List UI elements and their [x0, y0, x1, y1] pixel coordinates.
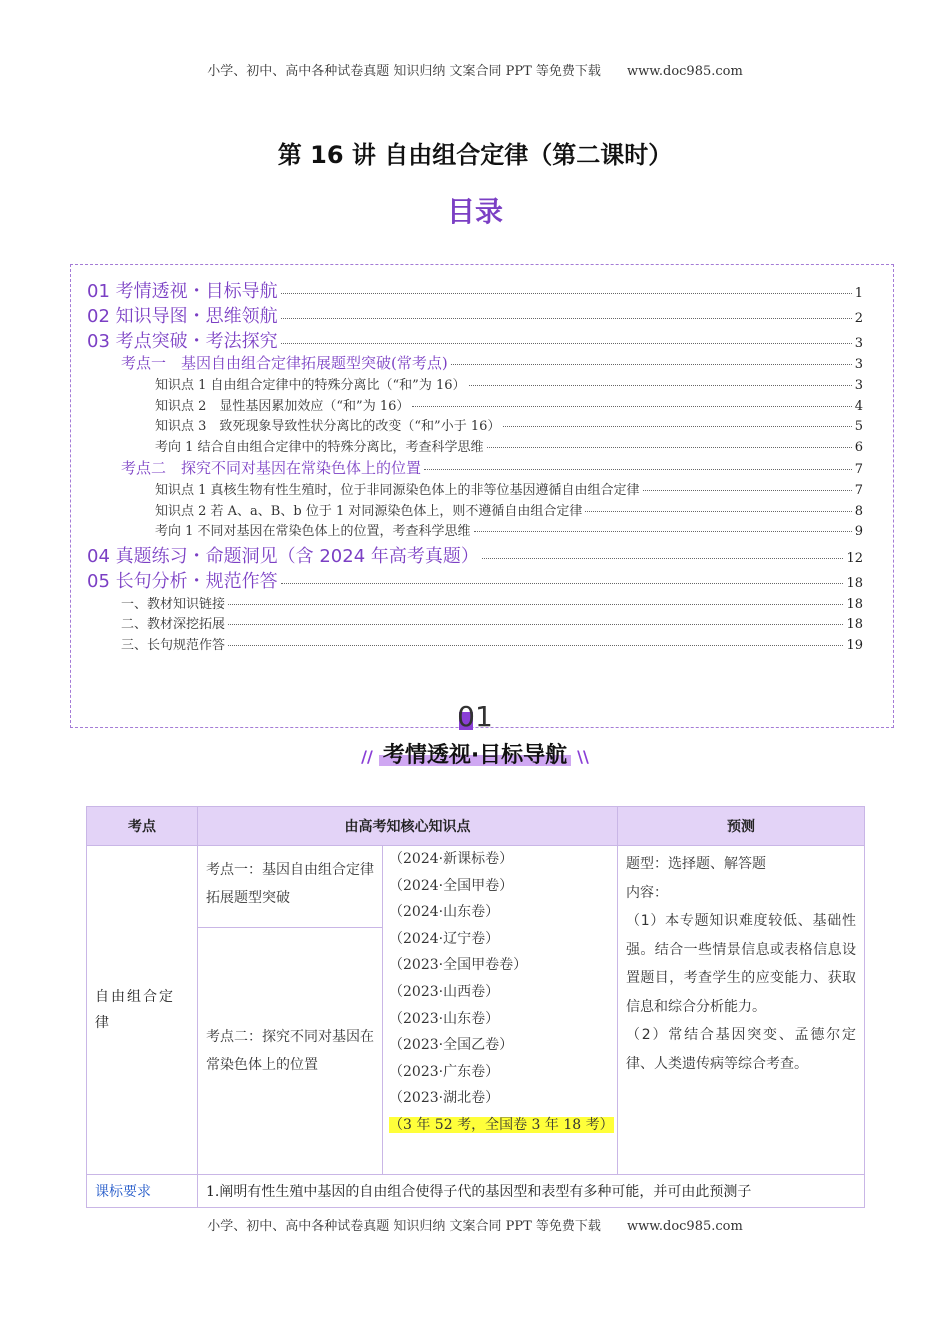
knowledge-point-1: 考点一：基因自由组合定律拓展题型突破 [198, 846, 383, 928]
header-prediction: 预测 [618, 807, 865, 846]
exam-item: （2023·广东卷） [389, 1063, 500, 1080]
toc-entry[interactable]: 知识点 3 致死现象导致性状分离比的改变（“和”小于 16） 5 [155, 419, 863, 434]
footer-url[interactable]: www.doc985.com [627, 1219, 743, 1234]
exam-summary-highlight: （3 年 52 考，全国卷 3 年 18 考） [389, 1116, 614, 1133]
table-header-row [87, 807, 865, 846]
table-row [87, 1175, 865, 1208]
exam-analysis-table [86, 806, 865, 1208]
toc-entry[interactable]: 一、教材知识链接 18 [121, 597, 863, 612]
toc-entry[interactable]: 知识点 2 显性基因累加效应（“和”为 16） 4 [155, 399, 863, 414]
standard-label: 课标要求 [87, 1175, 198, 1208]
exam-item: （2024·辽宁卷） [389, 930, 500, 947]
toc-entry[interactable]: 三、长句规范作答 19 [121, 638, 863, 653]
toc-entry[interactable]: 03 考点突破・考法探究 3 [87, 331, 863, 352]
header-url[interactable]: www.doc985.com [627, 64, 743, 79]
exam-item: （2023·湖北卷） [389, 1090, 500, 1107]
toc-entry[interactable]: 知识点 2 若 A、a、B、b 位于 1 对同源染色体上，则不遵循自由组合定律 8 [155, 504, 863, 519]
toc-entry[interactable]: 考向 1 不同对基因在常染色体上的位置，考查科学思维 9 [155, 524, 863, 539]
header-knowledge: 由高考知核心知识点 [198, 807, 618, 846]
toc-entry[interactable]: 考向 1 结合自由组合定律中的特殊分离比，考查科学思维 6 [155, 440, 863, 455]
section-banner [0, 738, 950, 769]
toc-entry[interactable]: 05 长句分析・规范作答 18 [87, 571, 863, 592]
prediction-cell [618, 846, 865, 1175]
section-number: 01 [457, 700, 493, 733]
page-footer [0, 1215, 950, 1234]
table-of-contents [70, 264, 894, 728]
toc-entry[interactable]: 知识点 1 真核生物有性生殖时，位于非同源染色体上的非等位基因遵循自由组合定律 7 [155, 483, 863, 498]
banner-right-slash: \\ [577, 747, 589, 766]
toc-heading: 目录 [446, 195, 503, 228]
toc-entry[interactable]: 考点一 基因自由组合定律拓展题型突破(常考点) 3 [121, 354, 863, 372]
banner-left-slash: // [361, 747, 373, 766]
exam-item: （2023·山东卷） [389, 1010, 500, 1027]
header-text: 小学、初中、高中各种试卷真题 知识归纳 文案合同 PPT 等免费下载 [207, 64, 601, 79]
exam-item: （2023·山西卷） [389, 983, 500, 1000]
toc-entry[interactable]: 知识点 1 自由组合定律中的特殊分离比（“和”为 16） 3 [155, 378, 863, 393]
toc-entry[interactable]: 考点二 探究不同对基因在常染色体上的位置 7 [121, 459, 863, 477]
knowledge-point-2: 考点二：探究不同对基因在常染色体上的位置 [198, 928, 383, 1175]
section-title: 考情透视·目标导航 [379, 738, 571, 769]
toc-entry[interactable]: 二、教材深挖拓展 18 [121, 617, 863, 632]
header-topic: 考点 [87, 807, 198, 846]
exam-item: （2024·山东卷） [389, 904, 500, 921]
exam-item: （2024·新课标卷） [389, 851, 514, 867]
exam-item: （2023·全国甲卷卷） [389, 957, 528, 974]
prediction-line: 内容： [626, 884, 668, 901]
exam-item: （2024·全国甲卷） [389, 877, 514, 894]
footer-text: 小学、初中、高中各种试卷真题 知识归纳 文案合同 PPT 等免费下载 [207, 1219, 601, 1234]
standard-text: 1.阐明有性生殖中基因的自由组合使得子代的基因型和表型有多种可能，并可由此预测子 [198, 1175, 865, 1208]
table-row [87, 846, 865, 928]
topic-cell: 自由组合定律 [87, 846, 198, 1175]
document-title: 第 16 讲 自由组合定律（第二课时） [277, 141, 673, 169]
exam-item: （2023·全国乙卷） [389, 1037, 514, 1054]
page-header [0, 60, 950, 79]
toc-entry[interactable]: 01 考情透视・目标导航 1 [87, 281, 863, 302]
prediction-line: （1）本专题知识难度较低、基础性强。结合一些情景信息或表格信息设置题目，考查学生的应变能力、获取信息和综合分析能力。 [626, 913, 856, 1015]
toc-entry[interactable]: 02 知识导图・思维领航 2 [87, 306, 863, 327]
prediction-line: 题型：选择题、解答题 [626, 856, 766, 872]
exam-list [383, 846, 618, 1175]
toc-entry[interactable]: 04 真题练习・命题洞见（含 2024 年高考真题） 12 [87, 546, 863, 567]
prediction-line: （2）常结合基因突变、孟德尔定律、人类遗传病等综合考查。 [626, 1027, 856, 1072]
